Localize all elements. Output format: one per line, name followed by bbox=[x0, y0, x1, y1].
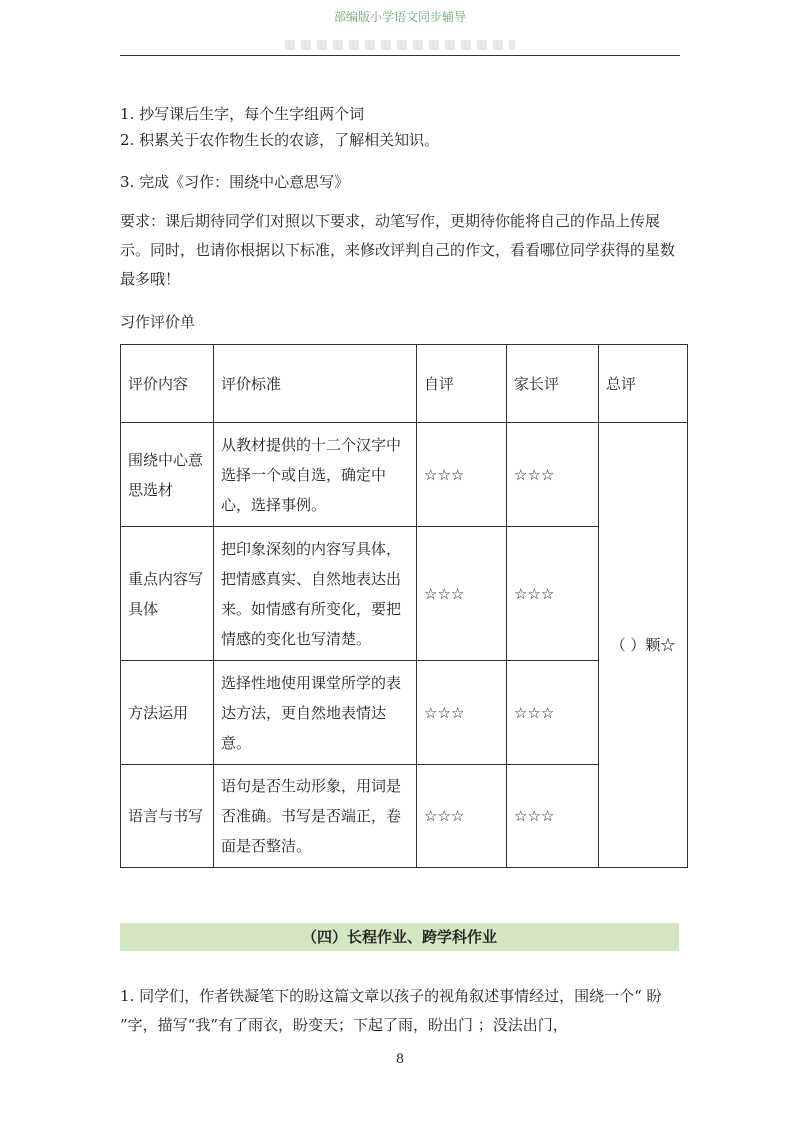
header-cell: 家长评 bbox=[507, 345, 599, 423]
parent-rating-stars: ☆☆☆ bbox=[507, 527, 599, 661]
self-rating-stars: ☆☆☆ bbox=[417, 661, 507, 765]
total-rating-cell: （ ）颗☆ bbox=[599, 423, 688, 868]
header-cell: 评价标准 bbox=[214, 345, 417, 423]
final-paragraph: 1. 同学们，作者铁凝笔下的盼这篇文章以孩子的视角叙述事情经过，围绕一个“ 盼 ”字，描写“我”有了雨衣，盼变天；下起了雨，盼出门 ；没法出门， bbox=[120, 987, 662, 1034]
table-title: 习作评价单 bbox=[120, 313, 196, 331]
parent-rating-stars: ☆☆☆ bbox=[507, 423, 599, 527]
item-cell: 方法运用 bbox=[121, 661, 214, 765]
requirement-text: 要求：课后期待同学们对照以下要求，动笔写作，更期待你能将自己的作品上传展示。同时，也请你根据以下标准，来修改评判自己的作文，看看哪位同学获得的星数最多哦！ bbox=[120, 212, 676, 288]
table-row bbox=[121, 423, 688, 527]
standard-cell: 选择性地使用课堂所学的表达方法，更自然地表情达意。 bbox=[214, 661, 417, 765]
parent-rating-stars: ☆☆☆ bbox=[507, 765, 599, 868]
standard-cell: 从教材提供的十二个汉字中选择一个或自选，确定中心，选择事例。 bbox=[214, 423, 417, 527]
header-cell: 自评 bbox=[417, 345, 507, 423]
running-header: 部编版小学语文同步辅导 bbox=[333, 10, 466, 24]
evaluation-table bbox=[120, 344, 688, 868]
header-rule bbox=[120, 55, 680, 56]
header-cell: 评价内容 bbox=[121, 345, 214, 423]
self-rating-stars: ☆☆☆ bbox=[417, 527, 507, 661]
table-header-row bbox=[121, 345, 688, 423]
faint-watermark bbox=[285, 40, 515, 50]
task-3: 3. 完成《习作：围绕中心意思写》 bbox=[120, 173, 350, 191]
self-rating-stars: ☆☆☆ bbox=[417, 423, 507, 527]
item-cell: 重点内容写具体 bbox=[121, 527, 214, 661]
page-number: 8 bbox=[395, 1052, 405, 1067]
item-cell: 语言与书写 bbox=[121, 765, 214, 868]
section-heading: （四）长程作业、跨学科作业 bbox=[120, 923, 679, 951]
header-cell: 总评 bbox=[599, 345, 688, 423]
task-1: 1. 抄写课后生字，每个生字组两个词 bbox=[120, 105, 365, 123]
task-2: 2. 积累关于农作物生长的农谚，了解相关知识。 bbox=[120, 131, 440, 149]
standard-cell: 语句是否生动形象，用词是否准确。书写是否端正，卷面是否整洁。 bbox=[214, 765, 417, 868]
standard-cell: 把印象深刻的内容写具体，把情感真实、自然地表达出来。如情感有所变化，要把情感的变化也写清楚。 bbox=[214, 527, 417, 661]
self-rating-stars: ☆☆☆ bbox=[417, 765, 507, 868]
item-cell: 围绕中心意思选材 bbox=[121, 423, 214, 527]
parent-rating-stars: ☆☆☆ bbox=[507, 661, 599, 765]
